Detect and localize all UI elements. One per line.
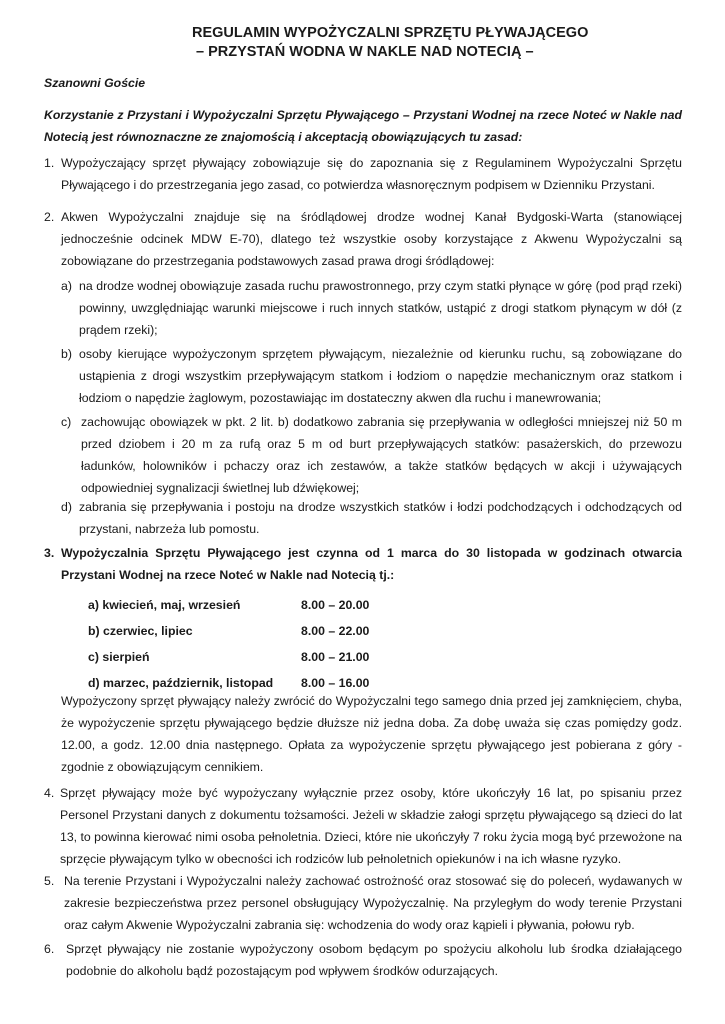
- hours-time: 8.00 – 20.00: [301, 598, 370, 612]
- rule-3-number: 3.: [44, 546, 55, 560]
- hours-period: c) sierpień: [88, 650, 150, 664]
- rule-1-number: 1.: [44, 156, 55, 170]
- rule-2a-text: na drodze wodnej obowiązuje zasada ruchu prawostronnego, przy czym statki płynące w górę (pod prąd rzeki) powinny, uwzględniając warunki miejscowe i ruch innych statków, ustąpić z drogi statkom płynącym w dół (z prądem rzeki);: [79, 279, 682, 337]
- hours-period: a) kwiecień, maj, wrzesień: [88, 598, 241, 612]
- hours-time: 8.00 – 16.00: [301, 676, 370, 690]
- title-line-2: – PRZYSTAŃ WODNA W NAKLE NAD NOTECIĄ –: [196, 44, 534, 60]
- rule-6: [44, 938, 682, 982]
- hours-period: b) czerwiec, lipiec: [88, 624, 193, 638]
- rule-4-number: 4.: [44, 786, 55, 800]
- hours-time: 8.00 – 21.00: [301, 650, 370, 664]
- rule-2d-text: zabrania się przepływania i postoju na drodze wszystkich statków i łodzi podchodzących i odchodzących od przystani, nabrzeża lub pomostu.: [79, 500, 682, 536]
- rule-3: [44, 542, 682, 586]
- hours-time: 8.00 – 22.00: [301, 624, 370, 638]
- rule-1-text: Wypożyczający sprzęt pływający zobowiązuje się do zapoznania się z Regulaminem Wypożyczalni Sprzętu Pływającego i do przestrzegania jego zasad, co potwierdza własnoręcznym podpisem w Dzienniku Przystani.: [61, 156, 682, 192]
- rule-5-number: 5.: [44, 874, 55, 888]
- hours-period: d) marzec, październik, listopad: [88, 676, 274, 690]
- rule-6-text: Sprzęt pływający nie zostanie wypożyczony osobom będącym po spożyciu alkoholu lub środka działającego podobnie do alkoholu bądź pozostającym pod wpływem środków odurzających.: [66, 942, 682, 978]
- rule-2b-letter: b): [61, 347, 72, 361]
- rule-2b: [61, 343, 682, 409]
- rule-2-number: 2.: [44, 210, 55, 224]
- rule-2c-text: zachowując obowiązek w pkt. 2 lit. b) dodatkowo zabrania się przepływania w odległości mniejszej niż 50 m przed dziobem i 20 m za rufą oraz 5 m od burt przepływających statków: pasażerskich, do przewozu ładunków, holowników i pchaczy oraz ich zestawów, a także statków będących w akcji i używających odpowiedniej sygnalizacji świetlnej lub dźwiękowej;: [81, 415, 682, 495]
- rule-2b-text: osoby kierujące wypożyczonym sprzętem pływającym, niezależnie od kierunku ruchu, są zobowiązane do ustąpienia z drogi wszystkim przepływającym statkom i łodziom o napędzie mechanicznym oraz statkom i łodziom o napędzie żaglowym, pozostawiając im dostateczny akwen dla ruchu i manewrowania;: [79, 347, 682, 405]
- rule-2-text: Akwen Wypożyczalni znajduje się na śródlądowej drodze wodnej Kanał Bydgoski-Warta (stanowiącej jednocześnie odcinek MDW E-70), dlatego też wszystkie osoby korzystające z Akwenu Wypożyczalni są zobowiązane do przestrzegania podstawowych zasad prawa drogi śródlądowej:: [61, 210, 682, 268]
- rule-2c-letter: c): [61, 415, 72, 429]
- rule-4: [44, 782, 682, 870]
- greeting: Szanowni Goście: [44, 76, 146, 90]
- title-line-1: REGULAMIN WYPOŻYCZALNI SPRZĘTU PŁYWAJĄCEGO: [192, 25, 589, 41]
- rule-2: [44, 206, 682, 272]
- rule-3-note: Wypożyczony sprzęt pływający należy zwrócić do Wypożyczalni tego samego dnia przed jej zamknięciem, chyba, że wypożyczenie sprzętu pływającego będzie dłuższe niż jedna doba. Za dobę uważa się czas pomiędzy godz. 12.00, a godz. 12.00 dnia następnego. Opłata za wypożyczenie sprzętu pływającego jest pobierana z góry - zgodnie z obowiązującym cennikiem.: [61, 694, 682, 774]
- rule-2c: [61, 411, 682, 499]
- rule-2a-letter: a): [61, 279, 72, 293]
- rule-4-text: Sprzęt pływający może być wypożyczany wyłącznie przez osoby, które ukończyły 16 lat, po spisaniu przez Personel Przystani danych z dokumentu tożsamości. Jeżeli w składzie załogi sprzętu pływającego są dzieci do lat 13, to powinna kierować nimi osoba pełnoletnia. Dzieci, które nie ukończyły 7 roku życia mogą być przewożone na sprzęcie pływającym tylko w obecności ich rodziców lub pełnoletnich opiekunów i na ich własne ryzyko.: [60, 786, 683, 866]
- rule-2a: [61, 275, 682, 341]
- rule-6-number: 6.: [44, 942, 55, 956]
- rule-5-text: Na terenie Przystani i Wypożyczalni należy zachować ostrożność oraz stosować się do poleceń, wydawanych w zakresie bezpieczeństwa przez personel obsługujący Wypożyczalnię. Na przyległym do wody terenie Przystani oraz całym Akwenie Wypożyczalni zabrania się: wchodzenia do wody oraz kąpieli i pływania, połowu ryb.: [64, 874, 682, 932]
- rule-2d: [61, 496, 682, 540]
- rule-5: [44, 870, 682, 936]
- rule-2d-letter: d): [61, 500, 72, 514]
- rule-1: [44, 152, 682, 196]
- rule-3-text: Wypożyczalnia Sprzętu Pływającego jest czynna od 1 marca do 30 listopada w godzinach otwarcia Przystani Wodnej na rzece Noteć w Nakle nad Notecią tj.:: [61, 546, 682, 582]
- intro-paragraph: Korzystanie z Przystani i Wypożyczalni Sprzętu Pływającego – Przystani Wodnej na rzece Noteć w Nakle nad Notecią jest równoznaczne ze znajomością i akceptacją obowiązujących tu zasad:: [44, 108, 682, 144]
